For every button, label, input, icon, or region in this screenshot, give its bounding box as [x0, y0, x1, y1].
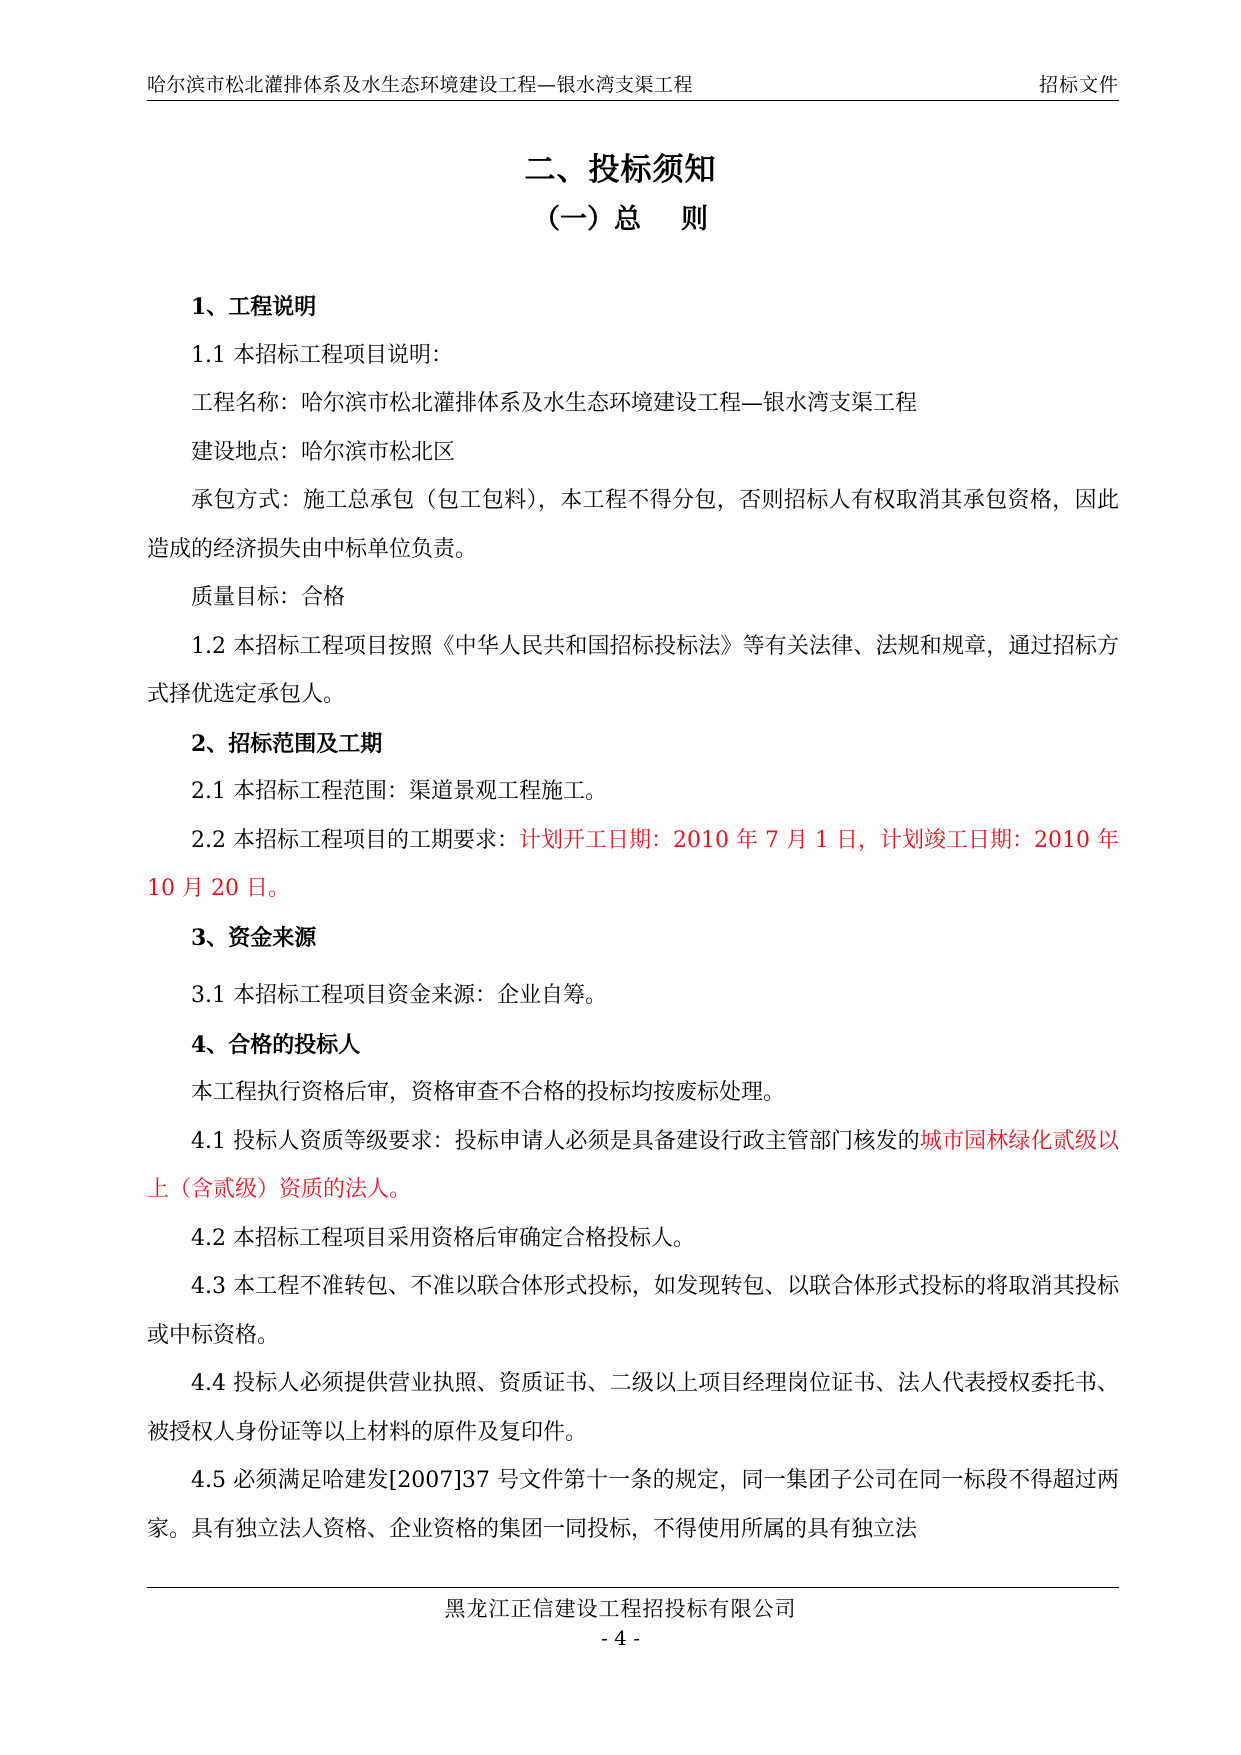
heading-qualified-bidders: 4、合格的投标人 — [191, 1031, 361, 1058]
para-4-intro: 本工程执行资格后审，资格审查不合格的投标均按废标处理。 — [191, 1080, 786, 1105]
para-4-1 — [147, 1118, 1119, 1215]
header-project-title: 哈尔滨市松北灌排体系及水生态环境建设工程—银水湾支渠工程 — [147, 74, 694, 96]
subsection-title-right: 则 — [681, 204, 708, 235]
para-project-name: 工程名称：哈尔滨市松北灌排体系及水生态环境建设工程—银水湾支渠工程 — [191, 391, 918, 416]
page-header — [147, 70, 1119, 101]
footer-divider — [147, 1587, 1119, 1588]
para-4-5: 4.5 必须满足哈建发[2007]37 号文件第十一条的规定，同一集团子公司在同一标段不得超过两家。具有独立法人资格、企业资格的集团一同投标，不得使用所属的具有独立法 — [147, 1468, 1119, 1542]
para-4-2: 4.2 本招标工程项目采用资格后审确定合格投标人。 — [191, 1225, 695, 1251]
para-2-1: 2.1 本招标工程范围：渠道景观工程施工。 — [191, 779, 607, 804]
para-4-1-text: 4.1 投标人资质等级要求：投标申请人必须是具备建设行政主管部门核发的 — [191, 1128, 920, 1154]
heading-funding: 3、资金来源 — [191, 924, 317, 951]
header-document-type: 招标文件 — [1038, 74, 1119, 96]
section-title: 二、投标须知 — [524, 152, 717, 188]
heading-scope-duration: 2、招标范围及工期 — [191, 730, 383, 757]
subsection-title-left: （一）总 — [533, 204, 641, 235]
subsection-title — [0, 202, 1241, 238]
para-quality: 质量目标：合格 — [191, 585, 346, 610]
document-body — [147, 283, 1119, 1554]
page-number: - 4 - — [601, 1626, 640, 1650]
para-1-2: 1.2 本招标工程项目按照《中华人民共和国招标投标法》等有关法律、法规和规章，通过招标方式择优选定承包人。 — [147, 633, 1119, 707]
para-2-2-text: 2.2 本招标工程项目的工期要求： — [191, 827, 520, 853]
para-location: 建设地点：哈尔滨市松北区 — [191, 439, 456, 465]
para-4-4: 4.4 投标人必须提供营业执照、资质证书、二级以上项目经理岗位证书、法人代表授权委托书、被授权人身份证等以上材料的原件及复印件。 — [147, 1371, 1119, 1445]
qualification-highlight: 城市园林绿化贰级以上（含贰级）资质的法人。 — [147, 1128, 1119, 1202]
para-1-1: 1.1 本招标工程项目说明： — [191, 342, 453, 368]
para-4-3: 4.3 本工程不准转包、不准以联合体形式投标，如发现转包、以联合体形式投标的将取消其投标或中标资格。 — [147, 1274, 1119, 1348]
footer-company: 黑龙江正信建设工程招投标有限公司 — [444, 1597, 797, 1621]
para-contract-mode: 承包方式：施工总承包（包工包料），本工程不得分包，否则招标人有权取消其承包资格，因此造成的经济损失由中标单位负责。 — [147, 488, 1119, 562]
para-3-1: 3.1 本招标工程项目资金来源：企业自筹。 — [191, 983, 607, 1008]
para-2-2 — [147, 817, 1119, 914]
schedule-dates-highlight: 计划开工日期：2010 年 7 月 1 日，计划竣工日期：2010 年 10 月 20 日。 — [147, 827, 1119, 901]
heading-project-description: 1、工程说明 — [191, 294, 317, 320]
